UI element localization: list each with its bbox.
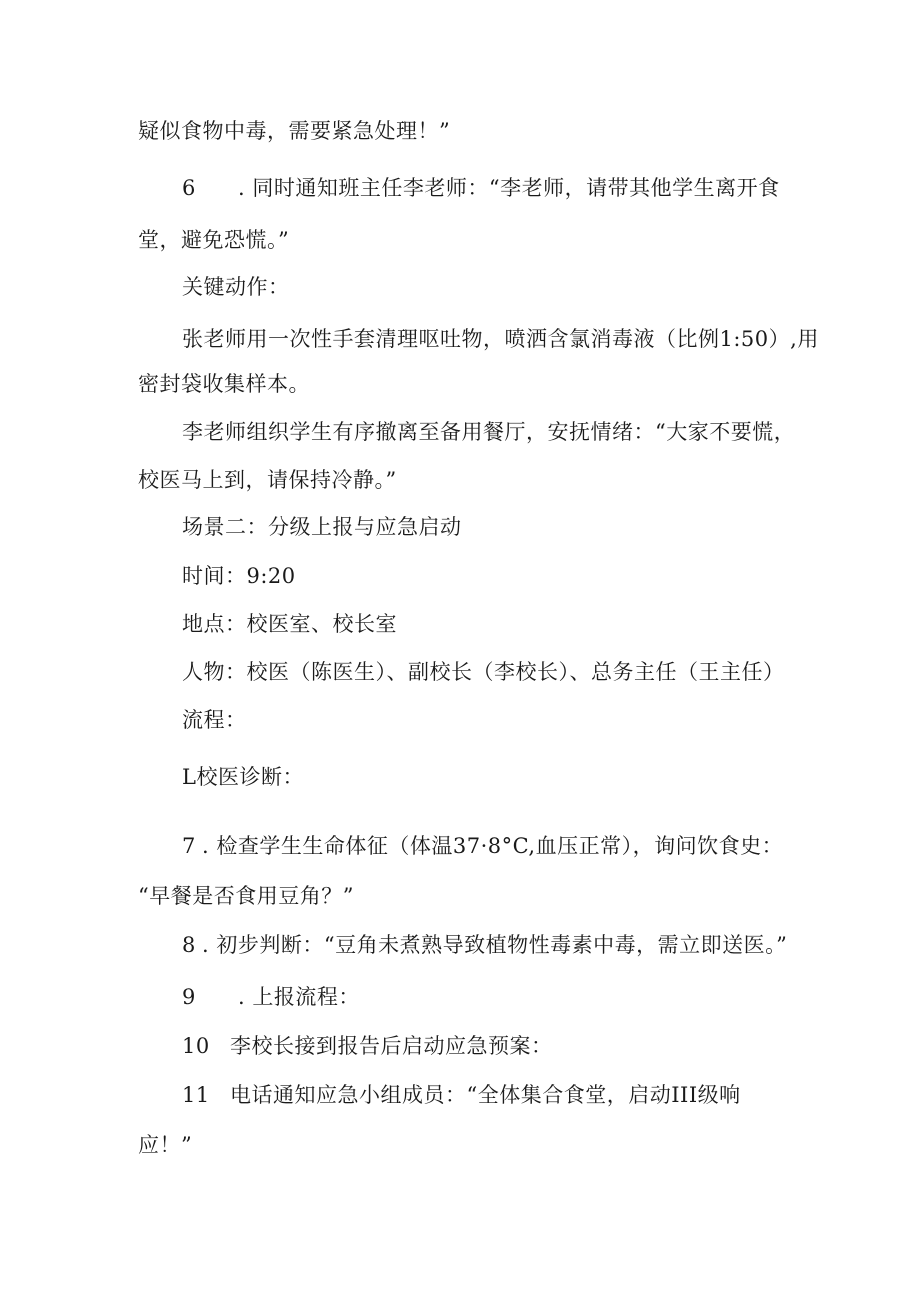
item-number: 10 — [182, 1034, 210, 1058]
text-line: 应！” — [138, 1133, 193, 1157]
numbered-item — [182, 832, 783, 860]
numbered-item — [182, 1081, 741, 1109]
paragraph-line: 李老师组织学生有序撤离至备用餐厅，安抚情绪：“大家不要慌， — [182, 420, 796, 444]
scene-title: 场景二：分级上报与应急启动 — [182, 515, 462, 539]
process-label: 流程： — [182, 708, 247, 732]
text-line: 校医马上到，请保持冷静。” — [138, 468, 397, 492]
people-line: 人物：校医（陈医生）、副校长（李校长）、总务主任（王主任） — [182, 660, 785, 684]
text-line: 堂，避免恐慌。” — [138, 228, 290, 252]
item-number: 11 — [182, 1083, 210, 1107]
item-number: 8 — [182, 933, 196, 957]
location-line: 地点：校医室、校长室 — [182, 612, 397, 636]
numbered-item — [182, 1032, 553, 1060]
item-number: 7 — [182, 834, 196, 858]
numbered-item — [182, 983, 360, 1011]
text-line: “早餐是否食用豆角？” — [138, 884, 354, 908]
item-text: . 初步判断：“豆角未煮熟导致植物性毒素中毒，需立即送医。” — [202, 933, 788, 957]
text-line: 疑似食物中毒，需要紧急处理！” — [138, 119, 451, 143]
item-text: . 检查学生生命体征（体温37·8°C,血压正常），询问饮食史： — [202, 834, 784, 858]
item-text: . 上报流程： — [238, 985, 360, 1009]
numbered-item — [182, 931, 787, 959]
sub-heading: L校医诊断： — [182, 765, 304, 789]
item-text: . 同时通知班主任李老师：“李老师，请带其他学生离开食 — [238, 176, 780, 200]
item-text: 李校长接到报告后启动应急预案： — [230, 1034, 553, 1058]
numbered-item — [182, 174, 780, 202]
text-line: 密封袋收集样本。 — [138, 372, 310, 396]
item-text: 电话通知应急小组成员：“全体集合食堂，启动III级响 — [230, 1083, 741, 1107]
item-number: 6 — [182, 176, 196, 200]
time-line: 时间：9:20 — [182, 564, 296, 588]
paragraph-line: 张老师用一次性手套清理呕吐物，喷洒含氯消毒液（比例1:50）,用 — [182, 327, 819, 351]
item-number: 9 — [182, 985, 196, 1009]
section-label: 关键动作： — [182, 275, 290, 299]
